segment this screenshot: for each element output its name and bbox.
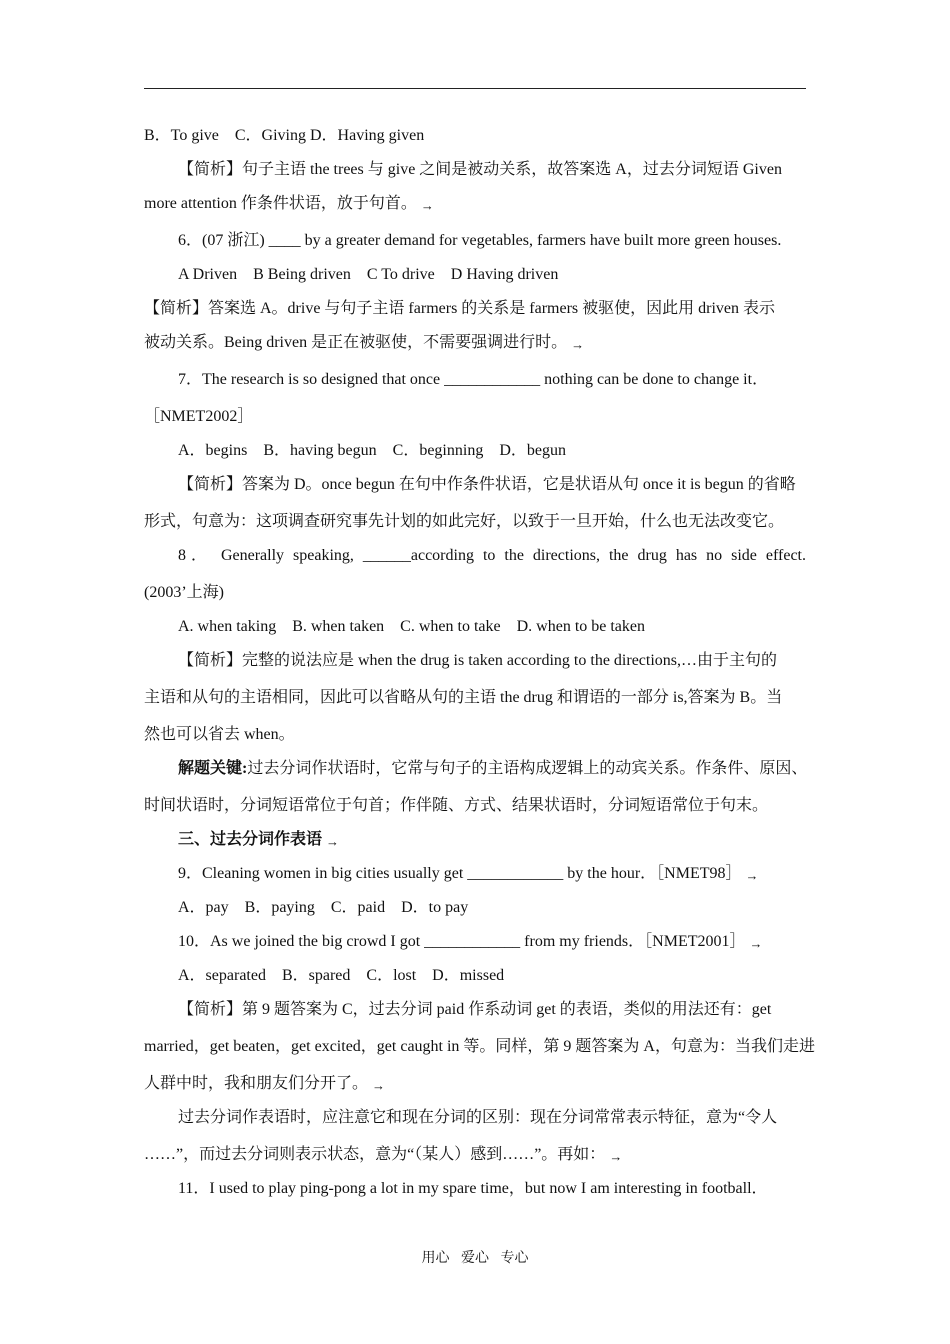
question-11: 11．I used to play ping-pong a lot in my spare time，but now I am interesting in football． [178, 1180, 768, 1197]
analysis-line: married，get beaten，get excited，get caught in 等。同样，第 9 题答案为 A，句意为：当我们走进 [144, 1038, 815, 1055]
paragraph-mark-icon: → [745, 868, 759, 883]
analysis-line: 主语和从句的主语相同，因此可以省略从句的主语 the drug 和谓语的一部分 is,答案为 B。当 [144, 689, 783, 706]
analysis-line: 【简析】第 9 题答案为 C，过去分词 paid 作系动词 get 的表语，类似的用法还有：get [178, 1001, 772, 1018]
source-tag: (2003’上海) [144, 584, 224, 601]
analysis-line: 人群中时，我和朋友们分开了。 → [144, 1072, 806, 1106]
options-line: A．begins B．having begun C．beginning D．begun [178, 442, 566, 459]
question-6: 6．(07 浙江) ____ by a greater demand for vegetables, farmers have built more green houses. [178, 232, 782, 249]
paragraph-mark-icon: → [571, 337, 585, 352]
analysis-line: 【简析】完整的说法应是 when the drug is taken according to the directions,…由于主句的 [178, 652, 778, 669]
paragraph-mark-icon: → [326, 834, 340, 849]
analysis-line: 然也可以省去 when。 [144, 726, 295, 743]
note-line: 过去分词作表语时，应注意它和现在分词的区别：现在分词常常表示特征，意为“令人 [178, 1109, 778, 1126]
paragraph-mark-icon: → [372, 1078, 386, 1093]
paragraph-mark-icon: → [420, 198, 434, 213]
key-point: 解题关键:过去分词作状语时，它常与句子的主语构成逻辑上的动宾关系。作条件、原因、 [178, 760, 808, 777]
analysis-line: 被动关系。Being driven 是正在被驱使，不需要强调进行时。 → [144, 331, 806, 368]
key-point: 时间状语时，分词短语常位于句首；作伴随、方式、结果状语时，分词短语常位于句末。 [144, 797, 769, 814]
analysis-line: 形式，句意为：这项调查研究事先计划的如此完好，以致于一旦开始，什么也无法改变它。 [144, 513, 785, 530]
analysis-line: more attention 作条件状语，放于句首。 → [144, 192, 806, 229]
question-8: 8． Generally speaking, ______according to the directions, the drug has no side effect. [178, 547, 806, 564]
question-10: 10．As we joined the big crowd I got ____________ from my friends．［NMET2001］ → [144, 930, 806, 964]
question-7: 7．The research is so designed that once ____________ nothing can be done to change it． [178, 371, 769, 388]
page-footer: 用心 爱心 专心 [421, 1251, 529, 1266]
options-line: A. when taking B. when taken C. when to take D. when to be taken [178, 618, 646, 635]
paragraph-mark-icon: → [749, 936, 763, 951]
source-tag: ［NMET2002］ [144, 408, 254, 425]
options-line: B．To give C．Giving D．Having given [144, 127, 425, 144]
section-heading: 三、过去分词作表语 → [144, 828, 806, 862]
analysis-line: 【简析】句子主语 the trees 与 give 之间是被动关系，故答案选 A，过去分词短语 Given [178, 161, 782, 178]
options-line: A．pay B．paying C．paid D．to pay [178, 899, 469, 916]
key-label: 解题关键: [178, 760, 248, 777]
note-line: ……”，而过去分词则表示状态，意为“（某人）感到……”。再如： → [144, 1143, 806, 1177]
paragraph-mark-icon: → [609, 1149, 623, 1164]
header-rule [144, 88, 806, 89]
analysis-line: 【简析】答案为 D。once begun 在句中作条件状语，它是状语从句 once it is begun 的省略 [178, 476, 796, 493]
question-9: 9．Cleaning women in big cities usually get ____________ by the hour．［NMET98］ → [144, 862, 806, 896]
analysis-line: 【简析】答案选 A。drive 与句子主语 farmers 的关系是 farmers 被驱使，因此用 driven 表示 [144, 300, 776, 317]
options-line: A．separated B．spared C．lost D．missed [178, 967, 505, 984]
options-line: A Driven B Being driven C To drive D Having driven [178, 266, 559, 283]
document-body [144, 124, 815, 1211]
